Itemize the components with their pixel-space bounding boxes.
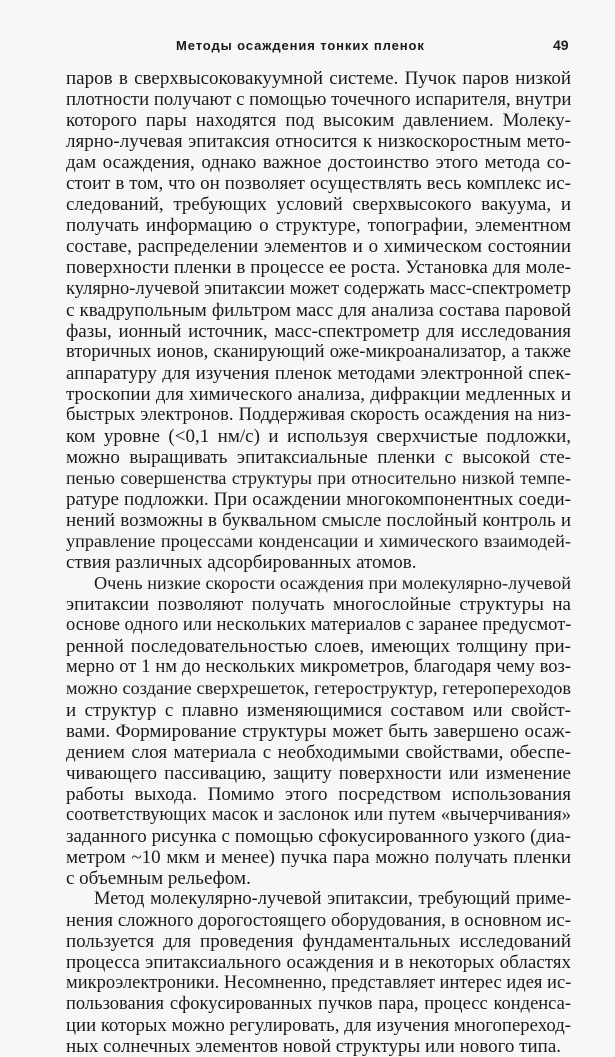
text-line: следований, требующих условий сверхвысокого вакуума, и [66,194,571,216]
text-line: поверхности пленки в процессе ее роста. Установка для моле- [66,257,571,279]
text-line: можно выращивать эпитаксиальные пленки с высокой сте- [66,446,571,468]
text-line: вторичных ионов, сканирующий оже-микроанализатор, а также [66,341,571,362]
text-line: ции которых можно регулировать, для изучения многопереход- [66,1015,571,1037]
text-line: пенью совершенства структуры при относительно низкой темпе- [66,467,571,488]
text-line: пользования сфокусированных пучков пара, процесс конденса- [66,994,571,1015]
text-line: нений возможны в буквальном смысле послойный контроль и [66,510,571,532]
text-line: которого пары находятся под высоким давлением. Молеку- [66,110,571,132]
text-line: вами. Формирование структуры может быть завершено осаж- [66,720,571,742]
text-line: лярно-лучевая эпитаксия относится к низкоскоростным мето- [66,131,571,153]
text-line: процесса эпитаксиального осаждения и в некоторых областях [66,952,571,974]
text-line: с объемным рельефом. [66,867,251,889]
text-line: составе, распределении элементов и о химическом состоянии [66,236,571,258]
text-line: кулярно-лучевой эпитаксии может содержать масс-спектрометр [66,278,571,299]
text-line: ствия различных адсорбированных атомов. [66,552,417,574]
text-line: дам осаждения, однако важное достоинство этого метода со- [66,152,571,174]
text-line: Метод молекулярно-лучевой эпитаксии, требующий приме- [94,888,571,909]
text-line: пользуется для проведения фундаментальных исследований [66,931,571,953]
text-line: плотности получают с помощью точечного испарителя, внутри [66,89,572,111]
text-line: аппаратуру для изучения пленок методами электронной спек- [66,362,571,384]
text-line: работы выхода. Помимо этого посредством использования [66,783,571,805]
text-line: мерно от 1 нм до нескольких микрометров, благодаря чему воз- [66,657,571,678]
text-line: заданного рисунка с помощью сфокусированного узкого (диа- [66,825,571,847]
text-line: быстрых электронов. Поддерживая скорость осаждения на низ- [66,404,571,425]
text-line: ратуре подложки. При осаждении многокомпонентных соеди- [66,489,571,510]
text-line: и структур с плавно изменяющимися составом или свойст- [66,699,571,721]
running-head-title: Методы осаждения тонких пленок [176,38,425,53]
text-line: получать информацию о структуре, топографии, элементном [66,215,571,237]
text-line: метром ~10 мкм и менее) пучка пара можно получать пленки [66,846,571,868]
text-line: микроэлектроники. Несомненно, представляет интерес идея ис- [66,973,572,994]
text-line: паров в сверхвысоковакуумной системе. Пучок паров низкой [66,68,571,89]
text-line: дением слоя материала с необходимыми свойствами, обеспе- [66,741,571,763]
text-line: чивающего пассивацию, защиту поверхности или изменение [66,762,571,784]
text-line: стоит в том, что он позволяет осуществлять весь комплекс ис- [66,173,571,195]
text-line: соответствующих масок и заслонок или путем «вычерчивания» [66,804,571,825]
text-line: управление процессами конденсации и химического взаимодей- [66,531,571,552]
running-head [0,38,615,58]
text-line: Очень низкие скорости осаждения при молекулярно-лучевой [94,573,571,594]
text-line: ренной последовательностью слоев, имеющих толщину при- [66,636,571,658]
text-line: фазы, ионный источник, масс-спектрометр для исследования [66,320,571,342]
text-line: ком уровне (<0,1 нм/с) и используя сверхчистые подложки, [66,425,571,447]
text-line: можно создание сверхрешеток, гетероструктур, гетеропереходов [66,678,571,699]
text-line: с квадрупольным фильтром масс для анализа состава паровой [66,299,571,321]
text-line: основе одного или нескольких материалов с заранее предусмот- [66,615,572,636]
page-number: 49 [553,37,569,53]
text-line: нения сложного дорогостоящего оборудования, в основном ис- [66,910,571,931]
text-line: троскопии для химического анализа, дифракции медленных и [66,383,571,405]
text-line: эпитаксии позволяют получать многослойные структуры на [66,594,571,616]
text-line: ных солнечных элементов новой структуры или нового типа. [66,1036,562,1057]
